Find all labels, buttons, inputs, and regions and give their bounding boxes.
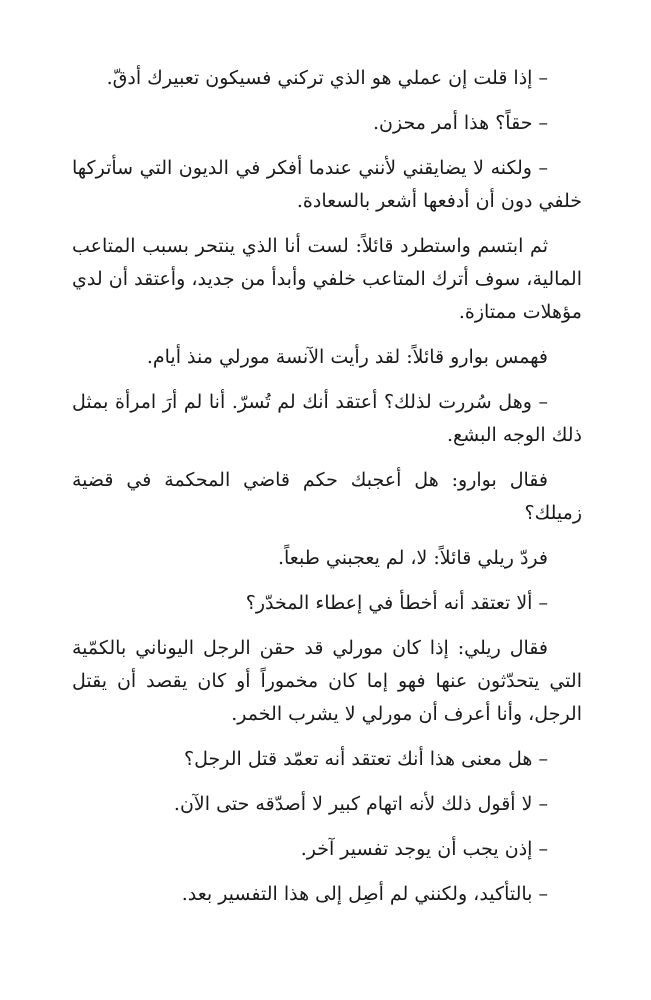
paragraph-5: فهمس بوارو قائلاً: لقد رأيت الآنسة مورلي منذ أيام. bbox=[146, 346, 548, 368]
page-text bbox=[72, 62, 582, 923]
paragraph-12: – لا أقول ذلك لأنه اتهام كبير لا أصدّقه حتى الآن. bbox=[173, 793, 548, 815]
paragraph-8: فردّ ريلي قائلاً: لا، لم يعجبني طبعاً. bbox=[277, 547, 548, 569]
paragraph-9: – ألا تعتقد أنه أخطأ في إعطاء المخدّر؟ bbox=[245, 592, 548, 614]
paragraph-10: فقال ريلي: إذا كان مورلي قد حقن الرجل اليوناني بالكمّية التي يتحدّثون عنها فهو إما كان مخموراً أو كان يقصد أن يقتل الرجل، وأنا أعرف أن مورلي لا يشرب الخمر. bbox=[72, 637, 582, 725]
paragraph-6: – وهل سُررت لذلك؟ أعتقد أنك لم تُسرّ. أنا لم أرَ امرأة بمثل ذلك الوجه البشع. bbox=[72, 391, 582, 446]
paragraph-11: – هل معنى هذا أنك تعتقد أنه تعمّد قتل الرجل؟ bbox=[184, 748, 548, 770]
paragraph-3: – ولكنه لا يضايقني لأنني عندما أفكر في الديون التي سأتركها خلفي دون أن أدفعها أشعر بالسعادة. bbox=[72, 157, 582, 212]
paragraph-4: ثم ابتسم واستطرد قائلاً: لست أنا الذي ينتحر بسبب المتاعب المالية، سوف أترك المتاعب خلفي وأبدأ من جديد، وأعتقد أن لدي مؤهلات ممتازة. bbox=[72, 235, 582, 323]
paragraph-7: فقال بوارو: هل أعجبك حكم قاضي المحكمة في قضية زميلك؟ bbox=[72, 469, 582, 524]
paragraph-14: – بالتأكيد، ولكنني لم أصِل إلى هذا التفسير بعد. bbox=[181, 883, 548, 905]
paragraph-2: – حقاً؟ هذا أمر محزن. bbox=[372, 112, 548, 134]
paragraph-1: – إذا قلت إن عملي هو الذي تركني فسيكون تعبيرك أدقّ. bbox=[106, 67, 548, 89]
paragraph-13: – إذن يجب أن يوجد تفسير آخر. bbox=[300, 838, 548, 860]
